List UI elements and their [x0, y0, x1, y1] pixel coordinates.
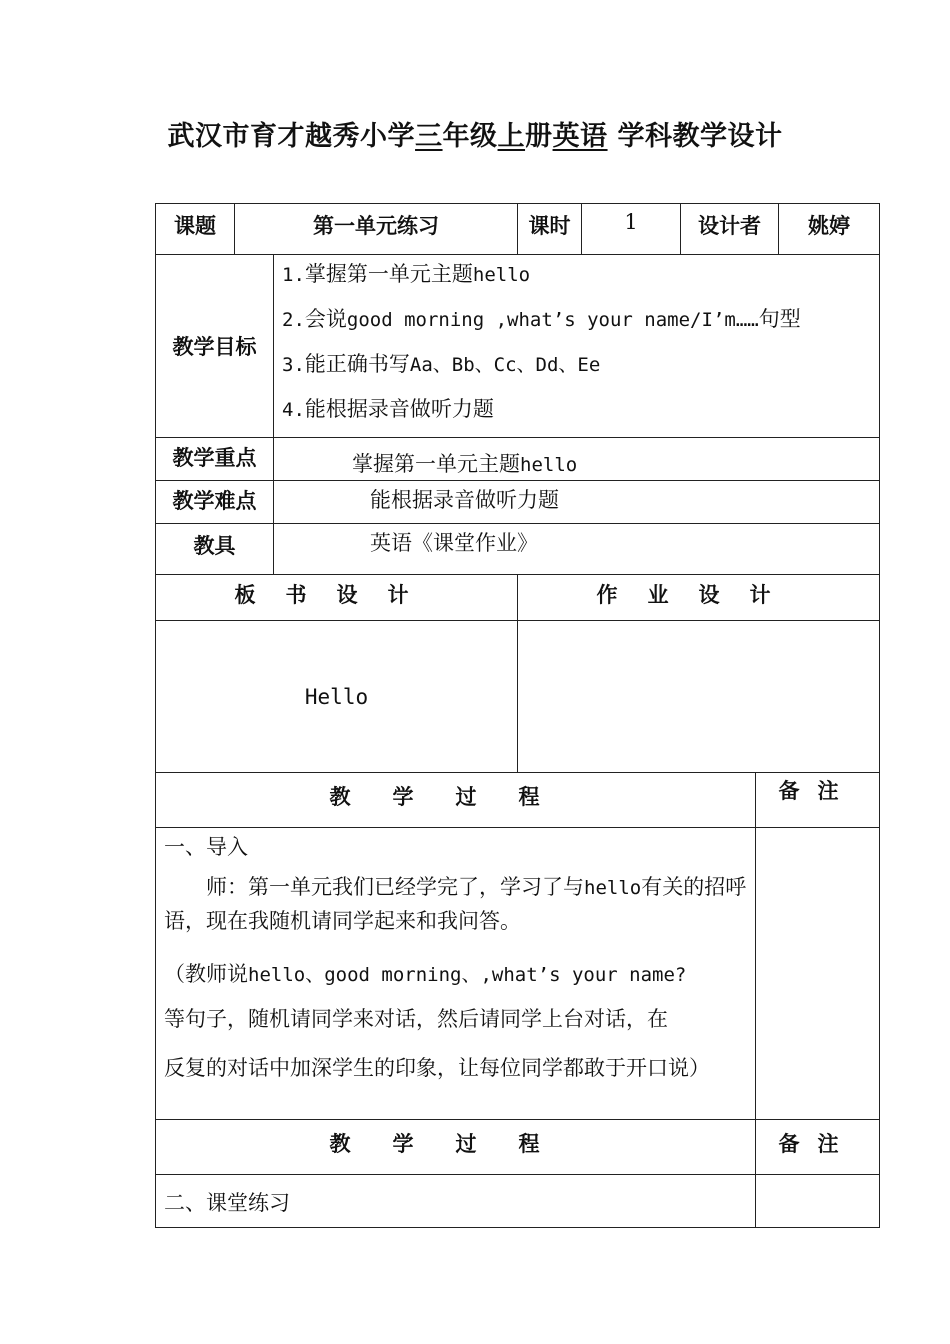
notes-content — [756, 828, 880, 1120]
process-header-row — [156, 1120, 880, 1175]
notes-label: 备注 — [756, 773, 880, 828]
objectives-list — [274, 255, 880, 438]
objective-item: 4.能根据录音做听力题 — [282, 397, 494, 421]
title-volume-suffix: 册 — [525, 121, 553, 152]
designer-label: 设计者 — [681, 204, 779, 255]
board-design-content: Hello — [156, 621, 518, 773]
process-label: 教学过程 — [156, 773, 756, 828]
process-label: 教学过程 — [156, 1120, 756, 1175]
tools-label: 教具 — [156, 524, 274, 575]
key-point-label: 教学重点 — [156, 438, 274, 481]
process-paragraph: （教师说hello、good morning、,what’s your name? 等句子，随机请同学来对话，然后请同学上台对话，在 — [164, 962, 687, 1031]
title-subject: 英语 — [552, 121, 608, 152]
process-paragraph: 反复的对话中加深学生的印象，让每位同学都敢于开口说） — [164, 1056, 710, 1080]
process-content-row — [156, 828, 880, 1120]
objectives-label: 教学目标 — [156, 255, 274, 438]
objectives-row — [156, 255, 880, 438]
key-point-row — [156, 438, 880, 481]
tools-value: 英语《课堂作业》 — [274, 524, 880, 575]
title-school: 武汉市育才越秀小学 — [167, 121, 416, 152]
period-value: 1 — [582, 204, 681, 255]
lesson-plan-table — [155, 203, 880, 1228]
process-paragraph: 师：第一单元我们已经学完了，学习了与hello有关的招呼语，现在我随机请同学起来和我问答。 — [164, 875, 747, 933]
title-grade: 三 — [415, 121, 443, 152]
section-heading: 一、导入 — [164, 835, 248, 859]
header-row — [156, 204, 880, 255]
title-grade-suffix: 年级 — [442, 121, 498, 152]
document-title — [0, 114, 950, 153]
objective-item: 3.能正确书写Aa、Bb、Cc、Dd、Ee — [282, 352, 601, 376]
process-header-row — [156, 773, 880, 828]
difficulty-row — [156, 481, 880, 524]
design-header-row — [156, 575, 880, 621]
title-volume: 上 — [497, 121, 526, 152]
title-suffix: 学科教学设计 — [607, 121, 783, 152]
process-content — [156, 828, 756, 1120]
homework-design-label: 作业设计 — [518, 575, 880, 621]
notes-label: 备注 — [756, 1120, 880, 1175]
topic-value: 第一单元练习 — [235, 204, 518, 255]
difficulty-label: 教学难点 — [156, 481, 274, 524]
topic-label: 课题 — [156, 204, 235, 255]
objective-item: 1.掌握第一单元主题hello — [282, 262, 531, 286]
difficulty-value: 能根据录音做听力题 — [274, 481, 880, 524]
designer-value: 姚婷 — [779, 204, 880, 255]
board-design-label: 板书设计 — [156, 575, 518, 621]
homework-design-content — [518, 621, 880, 773]
notes-content — [756, 1175, 880, 1228]
key-point-value: 掌握第一单元主题hello — [274, 438, 880, 481]
process-content-row — [156, 1175, 880, 1228]
objective-item: 2.会说good morning ,what’s your name/I’m……句型 — [282, 307, 801, 331]
period-label: 课时 — [518, 204, 582, 255]
design-content-row — [156, 621, 880, 773]
section-heading: 二、课堂练习 — [156, 1175, 756, 1228]
tools-row — [156, 524, 880, 575]
